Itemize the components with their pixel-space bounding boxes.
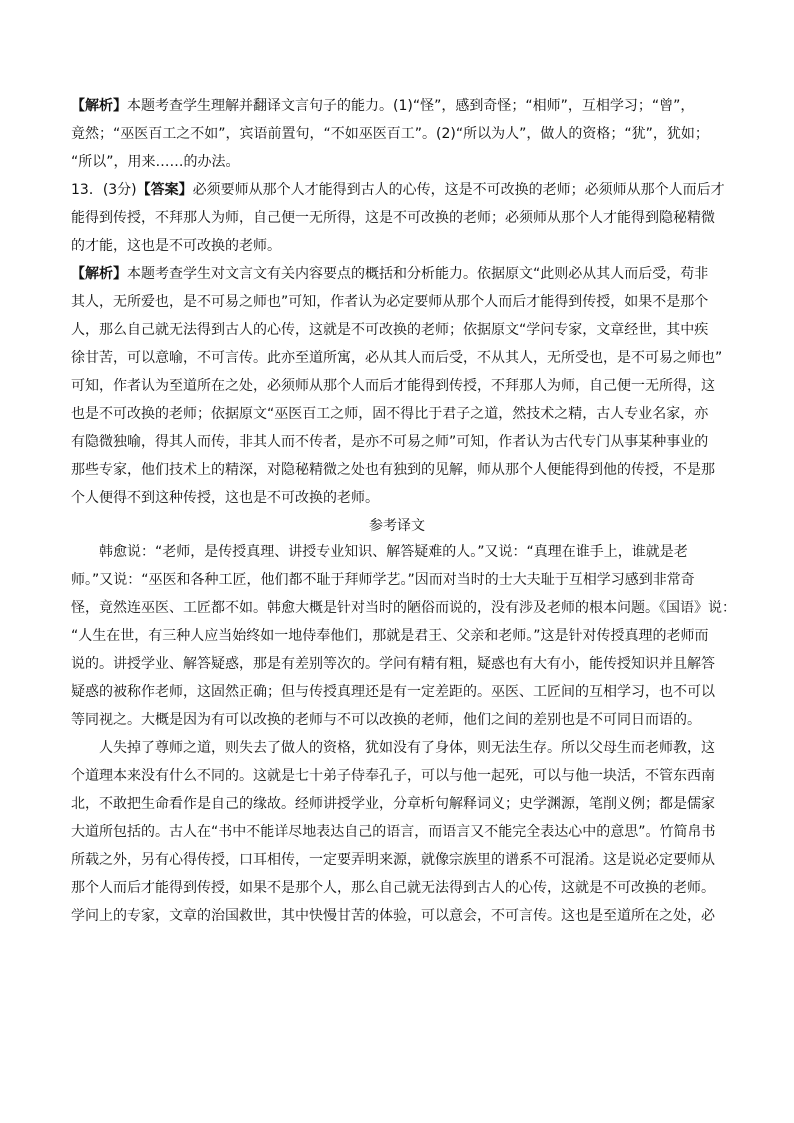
answer-13-block	[71, 180, 723, 256]
analysis-13-line-3: 人，那么自己就无法得到古人的心传，这就是不可改换的老师；依据原文“学问专家，文章经世，其中疾	[71, 322, 709, 338]
analysis-13-line-2: 其人，无所爱也，是不可易之师也”可知，作者认为必定要师从那个人而后才能得到传授，如果不是那个	[71, 294, 709, 310]
analysis-13-line-1	[71, 264, 723, 284]
translation-p2-line-1: 人失掉了尊师之道，则失去了做人的资格，犹如没有了身体，则无法生存。所以父母生而老师教，这	[99, 740, 715, 756]
analysis-13-line-9: 个人便得不到这种传授，这也是不可改换的老师。	[71, 490, 379, 506]
translation-p2-line-2: 个道理本来没有什么不同的。这就是七十弟子侍奉孔子，可以与他一起死，可以与他一块活，不管东西南	[71, 768, 715, 784]
analysis-13-line-4: 徐甘苦，可以意喻，不可言传。此亦至道所寓，必从其人而后受，不从其人，无所受也，是不可易之师也”	[71, 350, 723, 366]
analysis-13-line-8: 那些专家，他们技术上的精深，对隐秘精微之处也有独到的见解，师从那个人便能得到他的传授，不是那	[71, 462, 715, 478]
analysis-12-text-1: 本题考查学生理解并翻译文言句子的能力。(1)“怪”，感到奇怪；“相师”，互相学习；“曾”，	[127, 98, 695, 114]
analysis-12-line-1	[71, 96, 723, 116]
answer-label: 【答案】	[136, 182, 193, 198]
translation-p1-line-1: 韩愈说：“老师，是传授真理、讲授专业知识、解答疑难的人。”又说：“真理在谁手上，谁就是老	[99, 544, 688, 560]
translation-p1-line-4: “人生在世，有三种人应当始终如一地侍奉他们，那就是君王、父亲和老师。”这是针对传授真理的老师而	[71, 628, 709, 644]
analysis-label: 【解析】	[71, 266, 127, 282]
analysis-13-block	[71, 264, 723, 508]
translation-p1-line-7: 等同视之。大概是因为有可以改换的老师与不可以改换的老师，他们之间的差别也是不可同日而语的。	[71, 712, 701, 728]
document-page	[71, 96, 736, 934]
analysis-13-line-6: 也是不可改换的老师；依据原文“巫医百工之师，固不得比于君子之道，然技术之精，古人专业名家，亦	[71, 406, 709, 422]
translation-p1-line-6: 疑惑的被称作老师，这固然正确；但与传授真理还是有一定差距的。巫医、工匠间的互相学习，也不可以	[71, 684, 715, 700]
question-number: 13．(3分)	[71, 182, 137, 198]
translation-p1-line-3: 怪，竟然连巫医、工匠都不如。韩愈大概是针对当时的陋俗而说的，没有涉及老师的根本问题。《国语》说：	[71, 600, 736, 616]
translation-paragraph-1	[71, 542, 736, 730]
answer-13-line-3: 的才能，这也是不可改换的老师。	[71, 238, 281, 254]
translation-p2-line-3: 北，不敢把生命看作是自己的缘故。经师讲授学业，分章析句解释词义；史学渊源，笔削义例；都是儒家	[71, 796, 715, 812]
analysis-13-line-7: 有隐微独喻，得其人而传，非其人而不传者，是亦不可易之师”可知，作者认为古代专门从事某种事业的	[71, 434, 709, 450]
analysis-12-line-2: 竟然；“巫医百工之不如”，宾语前置句，“不如巫医百工”。(2)“所以为人”，做人的资格；“犹”，犹如；	[71, 126, 709, 142]
analysis-12-line-3: “所以”，用来……的办法。	[71, 154, 240, 170]
analysis-13-line-5: 可知，作者认为至道所在之处，必须师从那个人而后才能得到传授，不拜那人为师，自己便一无所得，这	[71, 378, 715, 394]
translation-title: 参考译文	[369, 518, 425, 534]
answer-13-text-1: 必须要师从那个人才能得到古人的心传，这是不可改换的老师；必须师从那个人而后才	[192, 182, 725, 198]
translation-p2-line-4: 大道所包括的。古人在“书中不能详尽地表达自己的语言，而语言又不能完全表达心中的意思”。竹简帛书	[71, 824, 716, 840]
translation-p1-line-2: 师。”又说：“巫医和各种工匠，他们都不耻于拜师学艺。”因而对当时的士大夫耻于互相学习感到非常奇	[71, 572, 695, 588]
analysis-label: 【解析】	[71, 98, 127, 114]
analysis-12-block	[71, 96, 723, 172]
translation-p2-line-7: 学问上的专家，文章的治国救世，其中快慢甘苦的体验，可以意会，不可言传。这也是至道所在之处，必	[71, 908, 715, 924]
translation-p2-line-5: 所载之外，另有心得传授，口耳相传，一定要弄明来源，就像宗族里的谱系不可混淆。这是说必定要师从	[71, 852, 715, 868]
translation-p2-line-6: 那个人而后才能得到传授，如果不是那个人，那么自己就无法得到古人的心传，这就是不可改换的老师。	[71, 880, 715, 896]
translation-p1-line-5: 说的。讲授学业、解答疑惑，那是有差别等次的。学问有精有粗，疑惑也有大有小，能传授知识并且解答	[71, 656, 715, 672]
answer-13-line-2: 能得到传授，不拜那人为师，自己便一无所得，这是不可改换的老师；必须师从那个人才能得到隐秘精微	[71, 210, 715, 226]
analysis-13-text-1: 本题考查学生对文言文有关内容要点的概括和分析能力。依据原文“此则必从其人而后受，苟非	[127, 266, 709, 282]
answer-13-line-1	[71, 180, 723, 200]
translation-paragraph-2	[71, 738, 723, 926]
